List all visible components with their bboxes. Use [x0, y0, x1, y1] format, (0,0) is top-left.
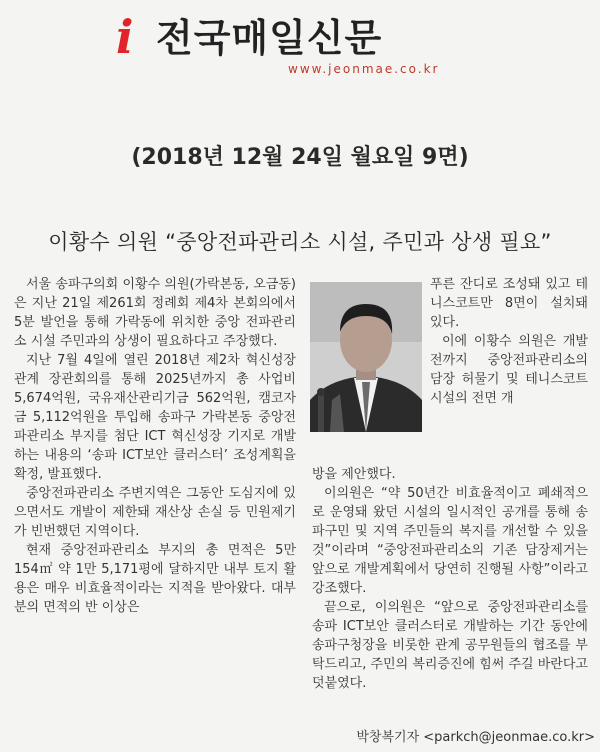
headline: 이황수 의원 “중앙전파관리소 시설, 주민과 상생 필요” [48, 230, 552, 254]
article-paragraph: 끝으로, 이의원은 “앞으로 중앙전파관리소를 송파 ICT보안 클러스터로 개발하는 기간 동안에 송파구청장을 비롯한 관계 공무원들의 협조를 부탁드리고, 주민의 복리증진에 힘써 주길 바란다고 덧붙였다. [312, 600, 588, 691]
article-right-top-column [430, 275, 588, 408]
article-paragraph: 이에 이황수 의원은 개발 전까지 중앙전파관리소의 담장 허물기 및 테니스코트 시설의 전면 개 [430, 334, 588, 406]
article-paragraph: 현재 중앙전파관리소 부지의 총 면적은 5만 154㎡ 약 1만 5,171평에 달하지만 내부 토지 활용은 매우 비효율적이라는 지적을 받아왔다. 대부분의 면적의 반 이상은 [14, 543, 296, 615]
article-left-column [14, 275, 296, 617]
portrait-image [310, 282, 422, 432]
article-paragraph: 서울 송파구의회 이황수 의원(가락본동, 오금동)은 지난 21일 제261회 정례회 제4차 본회의에서 5분 발언을 통해 가락동에 위치한 중앙 전파관리소 시설 주민과의 상생이 필요하다고 주장했다. [14, 277, 296, 349]
newspaper-name: 전국매일신문 [156, 16, 383, 60]
article-paragraph: 중앙전파관리소 주변지역은 그동안 도심지에 있으면서도 개발이 제한돼 재산상 손실 등 민원제기가 빈번했던 지역이다. [14, 486, 296, 539]
article-paragraph: 방을 제안했다. [312, 467, 396, 482]
dateline: (2018년 12월 24일 월요일 9면) [131, 145, 469, 170]
byline: 박창복기자 <parkch@jeonmae.co.kr> [356, 730, 595, 745]
article-right-column [312, 465, 588, 693]
article-paragraph: 푸른 잔디로 조성돼 있고 테니스코트만 8면이 설치돼 있다. [430, 277, 588, 330]
article-paragraph: 이의원은 “약 50년간 비효율적이고 폐쇄적으로 운영돼 왔던 시설의 일시적인 공개를 통해 송파구민 및 지역 주민들의 복지를 개선할 수 있을 것”이라며 “중앙전파관리소의 기존 담장제거는 앞으로 개발계획에서 당연히 진행될 사항”이라고 강조했다. [312, 486, 588, 596]
article-paragraph: 지난 7월 4일에 열린 2018년 제2차 혁신성장 관계 장관회의를 통해 2025년까지 총 사업비 5,674억원, 국유재산관리기금 562억원, 캠코자금 5,112억원을 투입해 송파구 가락본동 중앙전파관리소 부지를 첨단 ICT 혁신성장 기지로 개발하는 내용의 ‘송파 ICT보안 클러스터’ 조성계획을 확정, 발표했다. [14, 353, 296, 482]
newspaper-url: www.jeonmae.co.kr [288, 62, 440, 76]
newspaper-logo-icon: i [116, 10, 134, 64]
masthead [110, 6, 490, 86]
reporter-photo [310, 282, 422, 432]
